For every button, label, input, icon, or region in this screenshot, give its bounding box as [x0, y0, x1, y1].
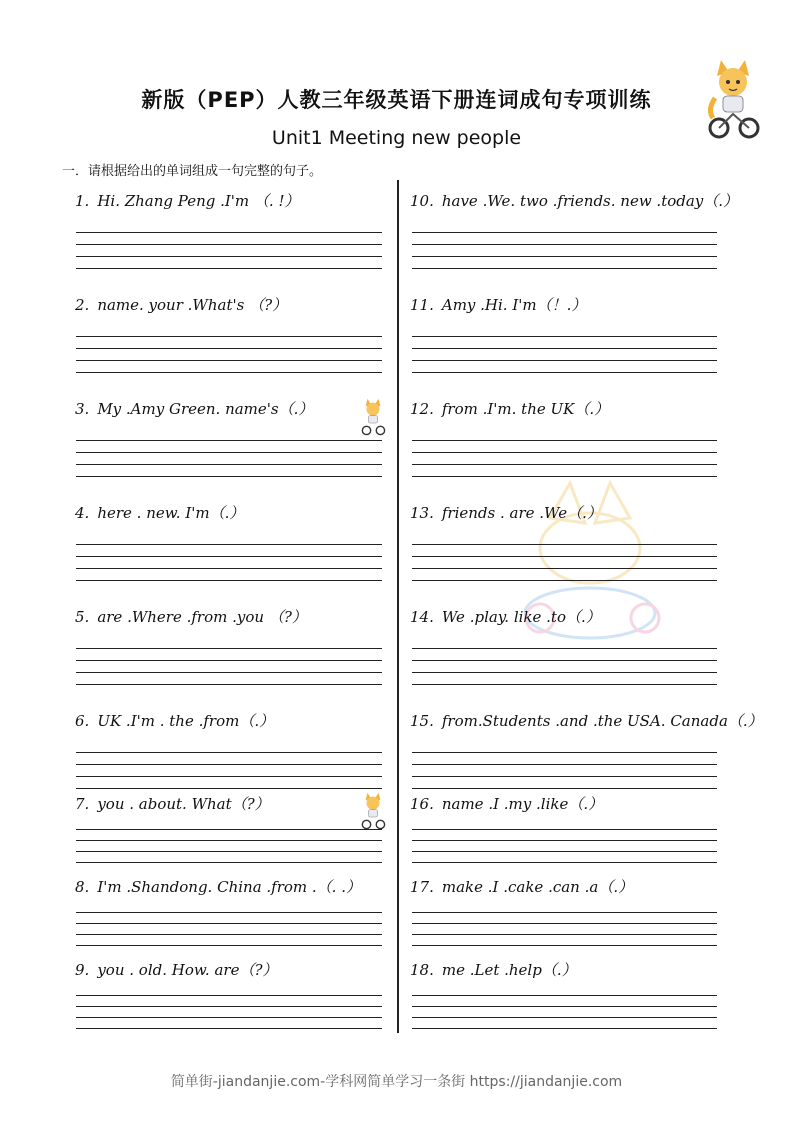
- fox-on-bike-icon: [360, 398, 386, 436]
- answer-line[interactable]: [76, 934, 382, 935]
- column-divider: [397, 180, 399, 1033]
- fox-on-bike-icon: [360, 792, 386, 830]
- question-number: 17.: [410, 878, 434, 896]
- answer-line[interactable]: [412, 476, 717, 477]
- answer-line[interactable]: [412, 556, 717, 557]
- answer-line[interactable]: [412, 1028, 717, 1029]
- question-number: 11.: [410, 296, 434, 314]
- footer-text: 简单街-jiandanjie.com-学科网简单学习一条街 https://jiandanjie.com: [170, 1074, 623, 1090]
- question-number: 2.: [75, 296, 90, 314]
- question-15: [410, 710, 763, 731]
- question-words: from.Students .and .the USA. Canada（.）: [441, 712, 763, 730]
- answer-line[interactable]: [76, 840, 382, 841]
- question-16: [410, 793, 603, 814]
- answer-line[interactable]: [412, 995, 717, 996]
- answer-line[interactable]: [412, 568, 717, 569]
- answer-line[interactable]: [76, 945, 382, 946]
- answer-line[interactable]: [76, 464, 382, 465]
- answer-line[interactable]: [412, 829, 717, 830]
- question-words: name .I .my .like（.）: [441, 795, 604, 813]
- question-number: 12.: [410, 400, 434, 418]
- answer-line[interactable]: [412, 912, 717, 913]
- question-1: [75, 190, 299, 211]
- question-12: [410, 398, 609, 419]
- answer-line[interactable]: [412, 684, 717, 685]
- answer-line[interactable]: [412, 336, 717, 337]
- answer-line[interactable]: [76, 1006, 382, 1007]
- answer-line[interactable]: [76, 788, 382, 789]
- answer-line[interactable]: [412, 862, 717, 863]
- answer-line[interactable]: [412, 923, 717, 924]
- answer-line[interactable]: [412, 764, 717, 765]
- answer-line[interactable]: [76, 476, 382, 477]
- answer-line[interactable]: [76, 232, 382, 233]
- answer-line[interactable]: [412, 360, 717, 361]
- answer-line[interactable]: [412, 452, 717, 453]
- answer-line[interactable]: [412, 268, 717, 269]
- answer-line[interactable]: [412, 648, 717, 649]
- question-words: from .I'm. the UK（.）: [441, 400, 610, 418]
- answer-line[interactable]: [76, 684, 382, 685]
- answer-line[interactable]: [412, 1006, 717, 1007]
- question-11: [410, 294, 586, 315]
- question-number: 15.: [410, 712, 434, 730]
- question-words: friends . are .We（.）: [441, 504, 602, 522]
- page-title: 新版（PEP）人教三年级英语下册连词成句专项训练: [141, 88, 652, 112]
- answer-line[interactable]: [412, 1017, 717, 1018]
- answer-line[interactable]: [76, 1017, 382, 1018]
- question-number: 3.: [75, 400, 90, 418]
- question-number: 8.: [75, 878, 90, 896]
- answer-line[interactable]: [76, 829, 382, 830]
- answer-line[interactable]: [76, 995, 382, 996]
- answer-line[interactable]: [76, 452, 382, 453]
- question-words: We .play. like .to（.）: [441, 608, 601, 626]
- answer-line[interactable]: [76, 348, 382, 349]
- question-number: 1.: [75, 192, 90, 210]
- answer-line[interactable]: [412, 945, 717, 946]
- question-17: [410, 876, 633, 897]
- answer-line[interactable]: [412, 660, 717, 661]
- question-14: [410, 606, 601, 627]
- question-number: 14.: [410, 608, 434, 626]
- question-words: you . old. How. are（?）: [97, 961, 278, 979]
- answer-line[interactable]: [412, 788, 717, 789]
- fox-on-bike-icon: [705, 58, 761, 140]
- question-number: 16.: [410, 795, 434, 813]
- answer-line[interactable]: [76, 556, 382, 557]
- answer-line[interactable]: [412, 580, 717, 581]
- answer-line[interactable]: [76, 672, 382, 673]
- answer-line[interactable]: [76, 764, 382, 765]
- answer-line[interactable]: [76, 268, 382, 269]
- question-number: 5.: [75, 608, 90, 626]
- answer-line[interactable]: [412, 851, 717, 852]
- answer-line[interactable]: [412, 840, 717, 841]
- answer-line[interactable]: [412, 752, 717, 753]
- question-number: 4.: [75, 504, 90, 522]
- answer-line[interactable]: [76, 244, 382, 245]
- question-words: me .Let .help（.）: [441, 961, 577, 979]
- answer-line[interactable]: [412, 464, 717, 465]
- answer-line[interactable]: [412, 244, 717, 245]
- question-words: make .I .cake .can .a（.）: [441, 878, 634, 896]
- question-3: [75, 398, 313, 419]
- answer-line[interactable]: [76, 752, 382, 753]
- question-8: [75, 876, 361, 897]
- answer-line[interactable]: [412, 232, 717, 233]
- answer-line[interactable]: [412, 372, 717, 373]
- question-number: 10.: [410, 192, 434, 210]
- question-words: you . about. What（?）: [97, 795, 270, 813]
- question-number: 7.: [75, 795, 90, 813]
- answer-line[interactable]: [76, 372, 382, 373]
- question-7: [75, 793, 270, 814]
- answer-line[interactable]: [76, 862, 382, 863]
- answer-line[interactable]: [412, 440, 717, 441]
- question-words: UK .I'm . the .from（.）: [97, 712, 275, 730]
- question-number: 9.: [75, 961, 90, 979]
- question-2: [75, 294, 287, 315]
- answer-line[interactable]: [76, 923, 382, 924]
- unit-subtitle: Unit1 Meeting new people: [271, 127, 522, 149]
- question-words: My .Amy Green. name's（.）: [97, 400, 314, 418]
- answer-line[interactable]: [76, 580, 382, 581]
- answer-line[interactable]: [76, 912, 382, 913]
- answer-line[interactable]: [412, 544, 717, 545]
- answer-line[interactable]: [76, 440, 382, 441]
- answer-line[interactable]: [76, 648, 382, 649]
- question-number: 6.: [75, 712, 90, 730]
- question-9: [75, 959, 278, 980]
- question-words: Amy .Hi. I'm（！.）: [441, 296, 587, 314]
- question-5: [75, 606, 307, 627]
- question-words: have .We. two .friends. new .today（.）: [441, 192, 739, 210]
- question-words: are .Where .from .you （?）: [97, 608, 307, 626]
- question-10: [410, 190, 738, 211]
- answer-line[interactable]: [412, 672, 717, 673]
- question-words: I'm .Shandong. China .from .（. .）: [97, 878, 361, 896]
- question-4: [75, 502, 244, 523]
- answer-line[interactable]: [76, 256, 382, 257]
- question-18: [410, 959, 577, 980]
- question-number: 13.: [410, 504, 434, 522]
- answer-line[interactable]: [76, 851, 382, 852]
- answer-line[interactable]: [76, 336, 382, 337]
- answer-line[interactable]: [76, 360, 382, 361]
- answer-line[interactable]: [412, 348, 717, 349]
- answer-line[interactable]: [412, 256, 717, 257]
- answer-line[interactable]: [76, 660, 382, 661]
- answer-line[interactable]: [76, 1028, 382, 1029]
- answer-line[interactable]: [412, 776, 717, 777]
- question-words: here . new. I'm（.）: [97, 504, 245, 522]
- answer-line[interactable]: [76, 544, 382, 545]
- question-words: name. your .What's （?）: [97, 296, 288, 314]
- answer-line[interactable]: [76, 776, 382, 777]
- question-6: [75, 710, 274, 731]
- answer-line[interactable]: [76, 568, 382, 569]
- question-words: Hi. Zhang Peng .I'm （. !）: [97, 192, 300, 210]
- instruction-text: 一．请根据给出的单词组成一句完整的句子。: [62, 164, 323, 179]
- answer-line[interactable]: [412, 934, 717, 935]
- question-13: [410, 502, 602, 523]
- question-number: 18.: [410, 961, 434, 979]
